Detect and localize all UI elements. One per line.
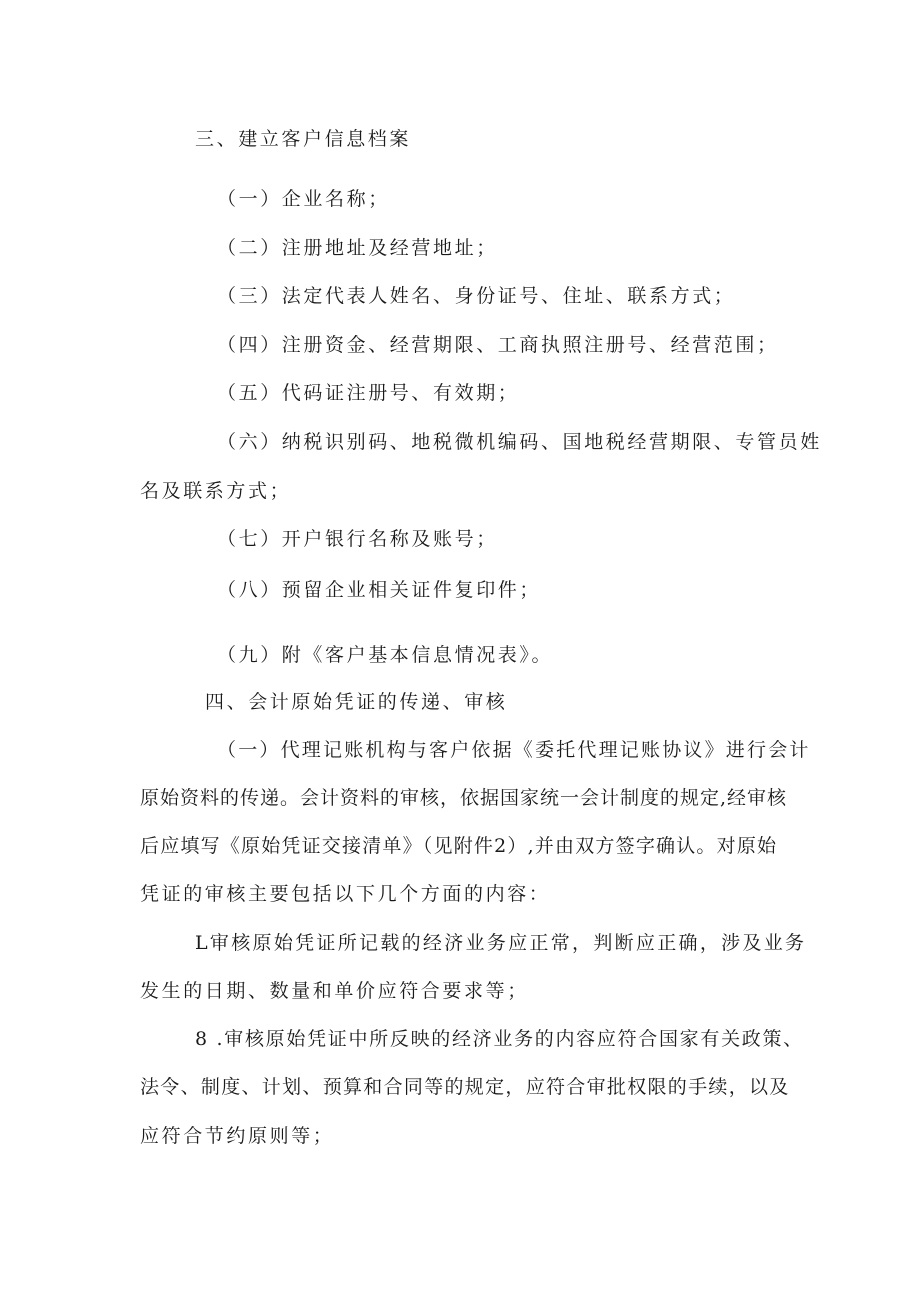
paragraph-line: 应符合节约原则等；	[140, 1125, 335, 1147]
list-item-continuation: 名及联系方式；	[140, 480, 292, 502]
section-heading: 四、会计原始凭证的传递、审核	[205, 691, 508, 713]
paragraph-line: L审核原始凭证所记载的经济业务应正常，判断应正确，涉及业务	[195, 932, 807, 954]
list-item: （七）开户银行名称及账号；	[217, 528, 498, 550]
list-item: （八）预留企业相关证件复印件；	[217, 579, 542, 601]
list-item: （四）注册资金、经营期限、工商执照注册号、经营范围；	[217, 334, 779, 356]
list-item: （一）企业名称；	[217, 188, 390, 210]
list-item: （二）注册地址及经营地址；	[217, 237, 498, 259]
paragraph-line: 凭证的审核主要包括以下几个方面的内容：	[140, 883, 551, 905]
section-heading: 三、建立客户信息档案	[195, 128, 412, 150]
list-item: （六）纳税识别码、地税微机编码、国地税经营期限、专管员姓	[217, 431, 822, 453]
paragraph-line: 8 .审核原始凭证中所反映的经济业务的内容应符合国家有关政策、	[195, 1028, 804, 1050]
list-item: （九）附《客户基本信息情况表》。	[217, 644, 554, 666]
list-item: （五）代码证注册号、有效期；	[217, 382, 520, 404]
paragraph-line: 发生的日期、数量和单价应符合要求等；	[140, 980, 529, 1002]
paragraph-line: 后应填写《原始凭证交接清单》（见附件2）,并由双方签字确认。对原始	[140, 835, 778, 857]
list-item: （三）法定代表人姓名、身份证号、住址、联系方式；	[217, 285, 736, 307]
paragraph-line: 法令、制度、计划、预算和合同等的规定，应符合审批权限的手续，以及	[140, 1076, 790, 1098]
paragraph-line: （一）代理记账机构与客户依据《委托代理记账协议》进行会计	[217, 739, 811, 761]
paragraph-line: 原始资料的传递。会计资料的审核，依据国家统一会计制度的规定,经审核	[140, 787, 788, 809]
